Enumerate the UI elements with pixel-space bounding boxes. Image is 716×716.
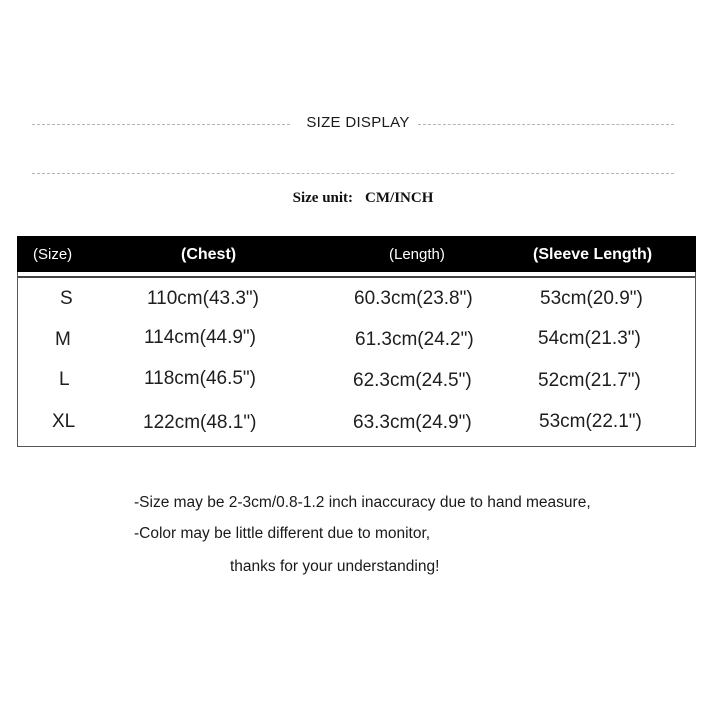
table-cell-size: S bbox=[60, 288, 73, 309]
table-cell-size: XL bbox=[52, 411, 76, 432]
table-cell-length: 63.3cm(24.9") bbox=[353, 412, 472, 433]
table-header bbox=[17, 236, 696, 272]
table-cell-sleeve: 53cm(22.1") bbox=[539, 411, 642, 432]
page-title-text: SIZE DISPLAY bbox=[298, 114, 417, 131]
table-cell-length: 61.3cm(24.2") bbox=[355, 329, 474, 350]
column-header-size: (Size) bbox=[33, 246, 73, 263]
table-body bbox=[17, 272, 696, 447]
table-cell-sleeve: 54cm(21.3") bbox=[538, 328, 641, 349]
table-cell-sleeve: 52cm(21.7") bbox=[538, 370, 641, 391]
table-cell-sleeve: 53cm(20.9") bbox=[540, 288, 643, 309]
note-color-difference: -Color may be little different due to monitor, bbox=[134, 525, 431, 542]
table-cell-chest: 110cm(43.3") bbox=[147, 288, 259, 309]
column-header-chest: (Chest) bbox=[181, 246, 237, 263]
table-body-inner bbox=[18, 276, 695, 446]
table-cell-size: M bbox=[55, 329, 71, 350]
size-unit-line bbox=[0, 190, 716, 207]
table-cell-size: L bbox=[59, 369, 70, 390]
column-header-sleeve-length: (Sleeve Length) bbox=[533, 246, 653, 263]
note-hand-measure: -Size may be 2-3cm/0.8-1.2 inch inaccuracy due to hand measure, bbox=[134, 494, 591, 511]
size-table bbox=[17, 236, 696, 447]
table-cell-chest: 114cm(44.9") bbox=[144, 327, 256, 348]
section-divider bbox=[32, 173, 674, 174]
table-cell-chest: 122cm(48.1") bbox=[143, 412, 257, 433]
table-cell-length: 62.3cm(24.5") bbox=[353, 370, 472, 391]
column-header-length: (Length) bbox=[389, 246, 445, 263]
table-cell-length: 60.3cm(23.8") bbox=[354, 288, 473, 309]
size-unit-value: CM/INCH bbox=[365, 190, 434, 206]
page-title bbox=[0, 114, 716, 131]
size-unit-label: Size unit: bbox=[292, 190, 354, 206]
table-cell-chest: 118cm(46.5") bbox=[144, 368, 256, 389]
note-thanks: thanks for your understanding! bbox=[230, 558, 440, 575]
